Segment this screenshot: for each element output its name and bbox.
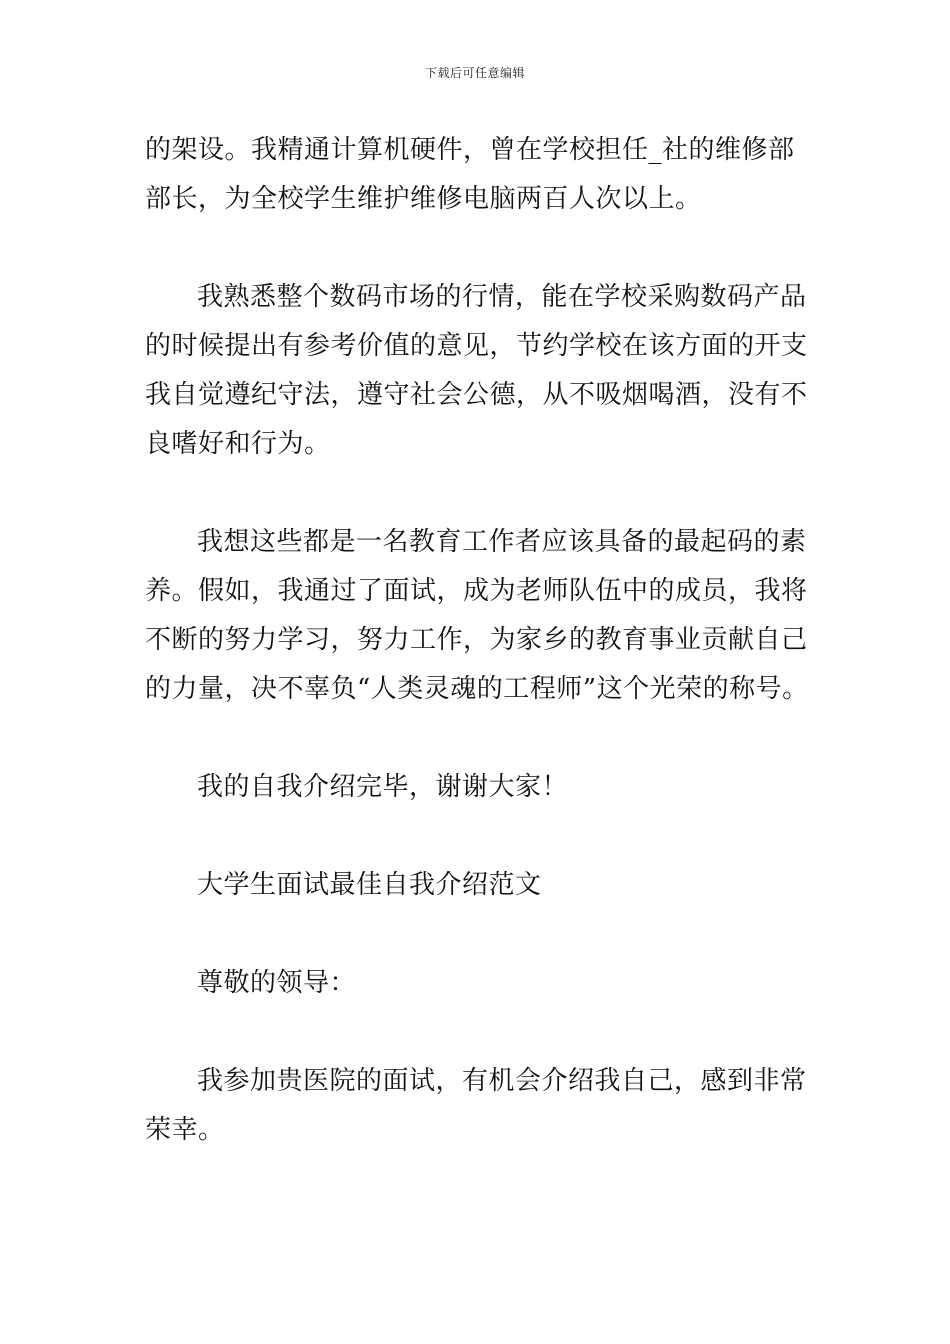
paragraph-spacer [145, 469, 811, 518]
paragraph-spacer [145, 910, 811, 959]
paragraph-spacer [145, 714, 811, 763]
paragraph-1: 的架设。我精通计算机硬件，曾在学校担任_社的维修部部长，为全校学生维护维修电脑两百人次以上。 [145, 135, 795, 214]
paragraph-spacer [145, 1008, 811, 1057]
paragraph-spacer [145, 224, 811, 273]
section-title: 大学生面试最佳自我介绍范文 [197, 870, 542, 900]
document-body [145, 126, 811, 1155]
paragraph-2: 我熟悉整个数码市场的行情，能在学校采购数码产品的时候提出有参考价值的意见，节约学校在该方面的开支我自觉遵纪守法，遵守社会公德，从不吸烟喝酒，没有不良嗜好和行为。 [145, 282, 808, 459]
paragraph-spacer [145, 812, 811, 861]
paragraph-7: 我参加贵医院的面试，有机会介绍我自己，感到非常荣幸。 [145, 1066, 807, 1145]
paragraph-3: 我想这些都是一名教育工作者应该具备的最起码的素养。假如，我通过了面试，成为老师队伍中的成员，我将不断的努力学习，努力工作，为家乡的教育事业贡献自己的力量，决不辜负“人类灵魂的工程师”这个光荣的称号。 [145, 527, 809, 704]
paragraph-4: 我的自我介绍完毕，谢谢大家！ [197, 772, 569, 802]
page-header: 下载后可任意编辑 [424, 66, 525, 80]
salutation: 尊敬的领导： [197, 968, 357, 998]
